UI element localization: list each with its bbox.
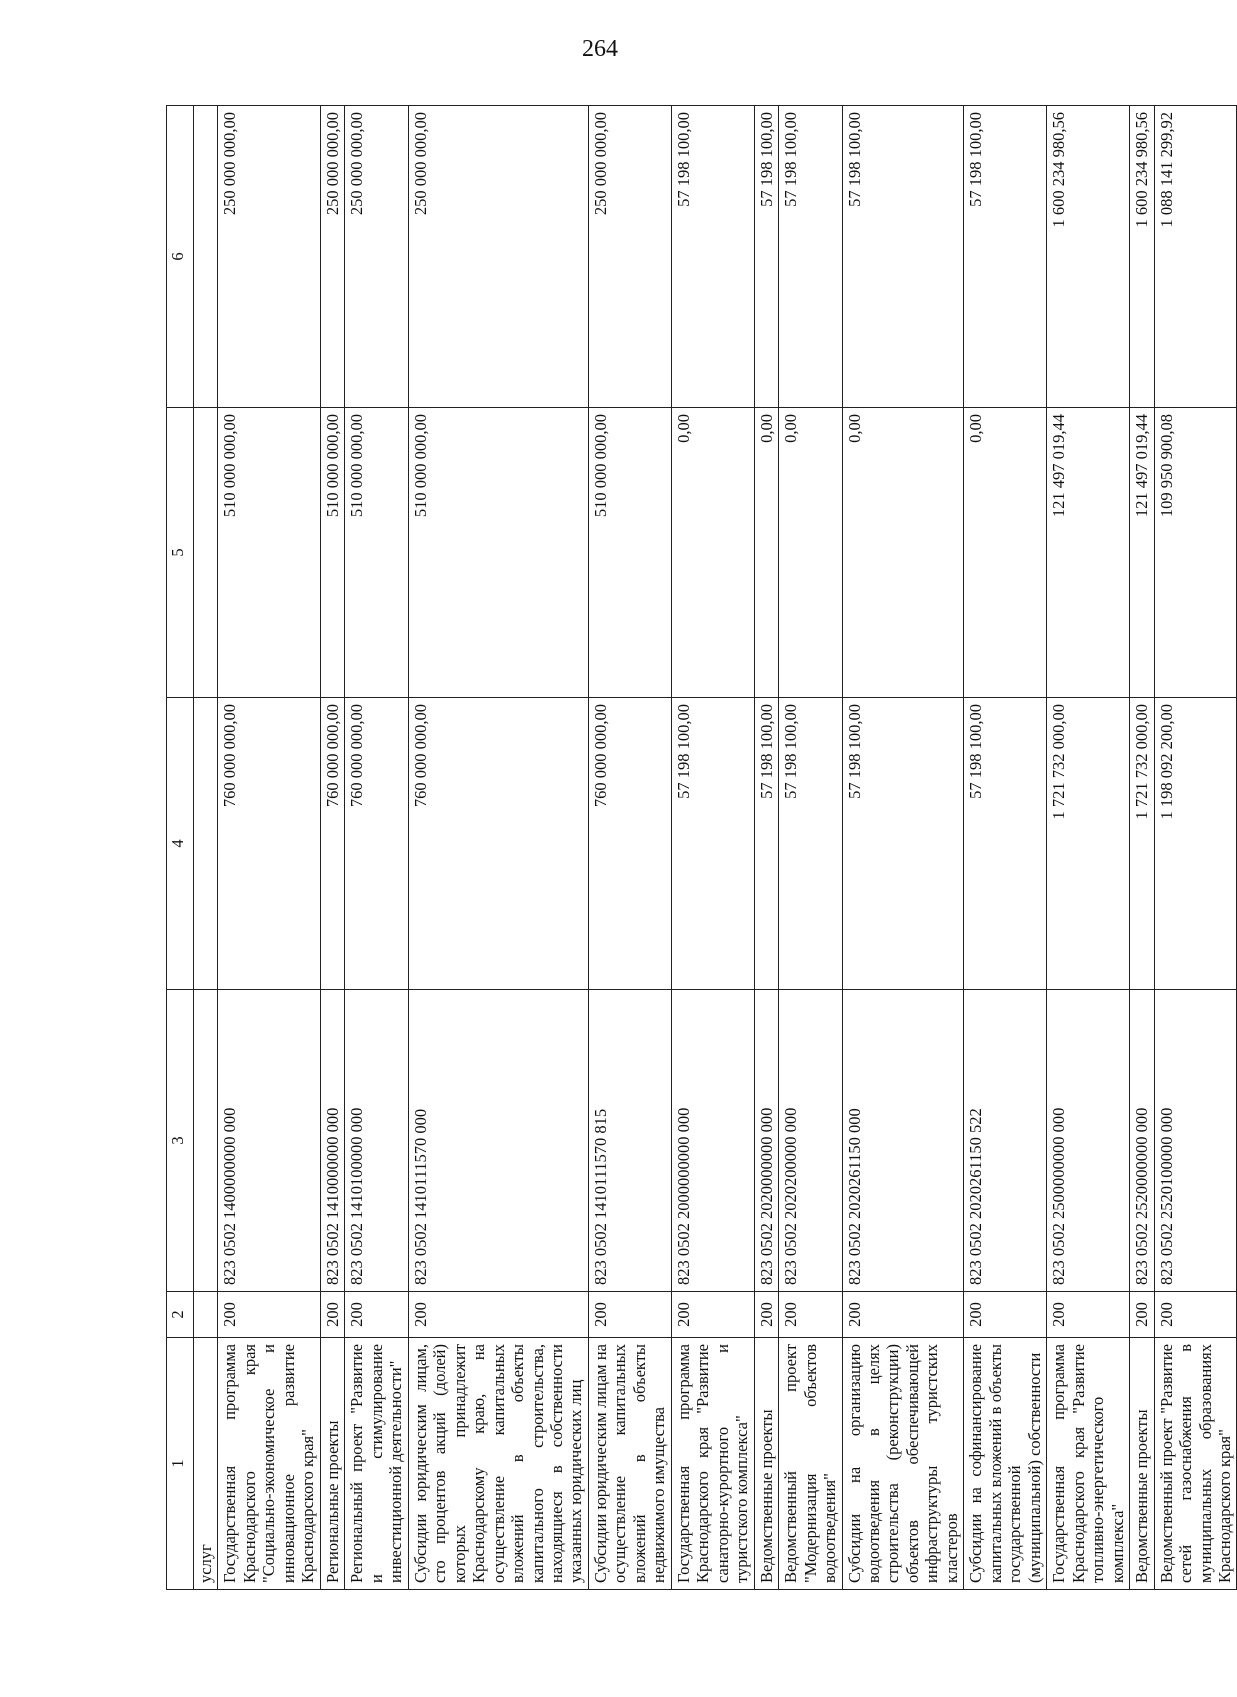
row-description: Ведомственные проекты — [1130, 1338, 1154, 1590]
row-description: Ведомственные проекты — [754, 1338, 778, 1590]
row-description: Субсидии юридическим лицам на осуществление капитальных вложений в объекты недвижимого имущества — [588, 1338, 671, 1590]
row-amount-col5: 510 000 000,00 — [345, 408, 408, 698]
column-number: 5 — [167, 408, 194, 698]
row-description: Региональный проект "Развитие и стимулирование инвестиционной деятельности" — [345, 1338, 408, 1590]
row-section-code: 200 — [1130, 1292, 1154, 1338]
row-amount-col6: 57 198 100,00 — [779, 106, 842, 408]
row-amount-col6: 57 198 100,00 — [964, 106, 1047, 408]
row-section-code: 200 — [671, 1292, 754, 1338]
row-amount-col4: 760 000 000,00 — [345, 698, 408, 990]
column-number: 6 — [167, 106, 194, 408]
row-classification-code: 823 0502 2520100000 000 — [1154, 990, 1237, 1292]
table-row — [671, 106, 754, 1590]
row-section-code: 200 — [320, 1292, 344, 1338]
row-description: Субсидии на софинансирование капитальных вложений в объекты государственной (муниципальной) собственности — [964, 1338, 1047, 1590]
table-row — [588, 106, 671, 1590]
row-amount-col4: 1 721 732 000,00 — [1130, 698, 1154, 990]
row-amount-col4: 57 198 100,00 — [842, 698, 964, 990]
table-row — [1047, 106, 1130, 1590]
table-row — [1130, 106, 1154, 1590]
row-classification-code: 823 0502 2020261150 522 — [964, 990, 1047, 1292]
empty-cell — [194, 1292, 218, 1338]
column-number: 1 — [167, 1338, 194, 1590]
row-section-code: 200 — [408, 1292, 588, 1338]
row-section-code: 200 — [345, 1292, 408, 1338]
row-amount-col5: 0,00 — [842, 408, 964, 698]
table-row — [842, 106, 964, 1590]
row-classification-code: 823 0502 2520000000 000 — [1130, 990, 1154, 1292]
row-amount-col5: 510 000 000,00 — [218, 408, 320, 698]
row-section-code: 200 — [1154, 1292, 1237, 1338]
row-amount-col6: 250 000 000,00 — [408, 106, 588, 408]
row-amount-col4: 760 000 000,00 — [408, 698, 588, 990]
column-number: 3 — [167, 990, 194, 1292]
row-section-code: 200 — [779, 1292, 842, 1338]
row-amount-col4: 1 721 732 000,00 — [1047, 698, 1130, 990]
row-description: Субсидии юридическим лицам, сто процентов акций (долей) которых принадлежит Краснодарскому краю, на осуществление капитальных вложений в объекты капитального строительства, находящиеся в собственности указанных юридических лиц — [408, 1338, 588, 1590]
row-classification-code: 823 0502 2020261150 000 — [842, 990, 964, 1292]
row-amount-col4: 1 198 092 200,00 — [1154, 698, 1237, 990]
row-amount-col6: 250 000 000,00 — [345, 106, 408, 408]
rotated-table-wrapper — [166, 106, 1234, 1590]
row-classification-code: 823 0502 2020200000 000 — [779, 990, 842, 1292]
table-row — [345, 106, 408, 1590]
table-row — [754, 106, 778, 1590]
row-amount-col6: 250 000 000,00 — [218, 106, 320, 408]
table-row — [779, 106, 842, 1590]
row-amount-col6: 1 600 234 980,56 — [1047, 106, 1130, 408]
budget-table — [166, 105, 1237, 1590]
table-row — [218, 106, 320, 1590]
continuation-text: услуг — [194, 1338, 218, 1590]
row-classification-code: 823 0502 2020000000 000 — [754, 990, 778, 1292]
row-amount-col4: 57 198 100,00 — [754, 698, 778, 990]
row-amount-col4: 760 000 000,00 — [588, 698, 671, 990]
row-classification-code: 823 0502 1400000000 000 — [218, 990, 320, 1292]
page-number: 264 — [582, 36, 618, 62]
row-amount-col5: 0,00 — [754, 408, 778, 698]
row-section-code: 200 — [964, 1292, 1047, 1338]
row-amount-col5: 510 000 000,00 — [588, 408, 671, 698]
row-amount-col4: 760 000 000,00 — [218, 698, 320, 990]
column-number: 2 — [167, 1292, 194, 1338]
row-section-code: 200 — [588, 1292, 671, 1338]
empty-cell — [194, 408, 218, 698]
row-amount-col5: 0,00 — [779, 408, 842, 698]
row-amount-col6: 57 198 100,00 — [754, 106, 778, 408]
row-amount-col5: 0,00 — [671, 408, 754, 698]
table-row — [964, 106, 1047, 1590]
row-description: Государственная программа Краснодарского края "Социально-экономическое и инновационное развитие Краснодарского края" — [218, 1338, 320, 1590]
empty-cell — [194, 990, 218, 1292]
row-classification-code: 823 0502 1410111570 815 — [588, 990, 671, 1292]
row-amount-col5: 109 950 900,08 — [1154, 408, 1237, 698]
row-section-code: 200 — [842, 1292, 964, 1338]
row-amount-col5: 121 497 019,44 — [1047, 408, 1130, 698]
row-amount-col5: 0,00 — [964, 408, 1047, 698]
column-number: 4 — [167, 698, 194, 990]
continuation-row — [194, 106, 218, 1590]
row-amount-col6: 250 000 000,00 — [588, 106, 671, 408]
row-amount-col4: 57 198 100,00 — [964, 698, 1047, 990]
row-amount-col4: 57 198 100,00 — [671, 698, 754, 990]
table-row — [408, 106, 588, 1590]
row-classification-code: 823 0502 1410100000 000 — [345, 990, 408, 1292]
row-description: Региональные проекты — [320, 1338, 344, 1590]
table-row — [320, 106, 344, 1590]
row-amount-col6: 1 600 234 980,56 — [1130, 106, 1154, 408]
row-description: Ведомственный проект "Модернизация объектов водоотведения" — [779, 1338, 842, 1590]
row-amount-col6: 1 088 141 299,92 — [1154, 106, 1237, 408]
row-section-code: 200 — [1047, 1292, 1130, 1338]
row-section-code: 200 — [218, 1292, 320, 1338]
row-section-code: 200 — [754, 1292, 778, 1338]
row-description: Государственная программа Краснодарского края "Развитие топливно-энергетического комплекса" — [1047, 1338, 1130, 1590]
row-amount-col4: 760 000 000,00 — [320, 698, 344, 990]
row-amount-col6: 250 000 000,00 — [320, 106, 344, 408]
row-amount-col5: 121 497 019,44 — [1130, 408, 1154, 698]
row-description: Государственная программа Краснодарского края "Развитие санаторно-курортного и туристского комплекса" — [671, 1338, 754, 1590]
row-amount-col5: 510 000 000,00 — [320, 408, 344, 698]
row-classification-code: 823 0502 2500000000 000 — [1047, 990, 1130, 1292]
row-amount-col6: 57 198 100,00 — [671, 106, 754, 408]
row-classification-code: 823 0502 1410111570 000 — [408, 990, 588, 1292]
table-row — [1154, 106, 1237, 1590]
empty-cell — [194, 698, 218, 990]
column-number-row — [167, 106, 194, 1590]
row-description: Ведомственный проект "Развитие сетей газоснабжения в муниципальных образованиях Краснодарского края" — [1154, 1338, 1237, 1590]
row-amount-col6: 57 198 100,00 — [842, 106, 964, 408]
empty-cell — [194, 106, 218, 408]
row-amount-col5: 510 000 000,00 — [408, 408, 588, 698]
row-description: Субсидии на организацию водоотведения в целях строительства (реконструкции) объектов обеспечивающей инфраструктуры туристских кластеров — [842, 1338, 964, 1590]
budget-table-area — [166, 106, 1234, 1590]
row-amount-col4: 57 198 100,00 — [779, 698, 842, 990]
row-classification-code: 823 0502 2000000000 000 — [671, 990, 754, 1292]
row-classification-code: 823 0502 1410000000 000 — [320, 990, 344, 1292]
